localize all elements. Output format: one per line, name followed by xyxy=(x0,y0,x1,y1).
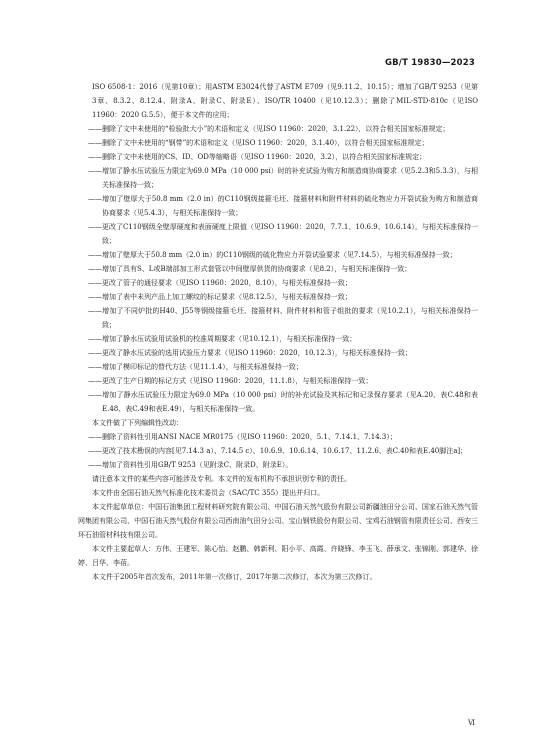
list-item: ——增加了表中未列产品上加工螺纹的标记要求（见8.12.5），与相关标准保持一致； xyxy=(88,293,352,301)
list-item: ——删除了文中未使用的“钢带”的术语和定义（见ISO 11960：2020，3.1.40），以符合相关国家标准规定； xyxy=(88,139,429,147)
list-item: ——更改了C110钢级全壁厚硬度和表面硬度上限值（见ISO 11960：2020，7.7.1、10.6.9、10.6.14），与相关标准保持一致； xyxy=(88,223,478,245)
list-item: ——删除了资料性引用ANSI NACE MR0175（见ISO 11960：2020，5.1、7.14.1、7.14.3）； xyxy=(88,433,397,441)
standard-code-header: GB/T 19830—2023 xyxy=(384,58,475,68)
paragraph: 本文件做了下列编辑性改动： xyxy=(92,419,183,427)
list-item: ——增加了模印标记的替代方法（见11.1.4），与相关标准保持一致； xyxy=(88,363,303,371)
list-item: ——增加了静水压试验用试验机的校准周期要求（见10.12.1），与相关标准保持一致； xyxy=(88,335,357,343)
list-item: ——更改了技术勘误的内容[见7.14.3 a）、7.14.5 c）、10.6.9、10.6.14、10.6.17、11.2.6、表C.40和表E.40脚注a]； xyxy=(88,447,468,455)
list-item: ——增加了资料性引用GB/T 9253（见附录C、附录D、附录E）。 xyxy=(88,461,293,469)
paragraph: 本文件主要起草人：方伟、王建军、陈心怡、赵鹏、韩新利、阳小平、高霞、许晓锋、李玉飞、薛承文、张锦刚、郭建华、徐婷、吕华、李蓓。 xyxy=(78,545,478,567)
list-item: ——增加了壁厚大于50.8 mm（2.0 in）的C110钢级的硫化物应力开裂试验要求（见7.14.5），与相关标准保持一致； xyxy=(88,251,457,259)
list-item: ——增加了不同炉批的H40、J55等钢级接箍毛坯、接箍材料、附件材料和管子组批的要求（见10.2.1），与相关标准保持一致； xyxy=(88,307,478,329)
list-item: ——增加了壁厚大于50.8 mm（2.0 in）的C110钢级接箍毛坯、接箍材料和附件材料的硫化物应力开裂试验为购方和制造商协商要求（见5.4.3），与相关标准保持一致； xyxy=(88,195,478,217)
paragraph: 请注意本文件的某些内容可能涉及专利。本文件的发布机构不承担识别专利的责任。 xyxy=(92,475,351,483)
list-item: ——增加了具有S、L或B端部加工形式套管以中间壁厚供货的协商要求（见8.2），与相关标准保持一致； xyxy=(88,265,412,273)
paragraph: 本文件由全国石油天然气标准化技术委员会（SAC/TC 355）提出并归口。 xyxy=(92,489,325,497)
list-item: ——更改了管子的通径要求（见ISO 11960：2020，8.10），与相关标准保持一致； xyxy=(88,279,352,287)
list-item: ——更改了生产日期的标记方式（见ISO 11960：2020，11.1.8），与相关标准保持一致； xyxy=(88,377,373,385)
list-item: ——增加了静水压试验压力限定为69.0 MPa（10 000 psi）时的补充试验及其标记和记录保存要求（见A.20、表C.48和表E.48、表C.49和表E.49），与相关标准保持一致。 xyxy=(88,391,478,413)
paragraph: ISO 6508-1：2016（见第10章）；用ASTM E3024代替了ASTM E709（见9.11.2、10.15）；增加了GB/T 9253（见第3章、8.3.2、8.12.4、附录A、附录C、附录E）、ISO/TR 10400（见10.12.3）；删除了MIL-STD-810c（见ISO 11960：2020 G.5.5），便于本文件的应用； xyxy=(92,83,478,119)
page-number: Ⅵ xyxy=(467,719,475,727)
document-body xyxy=(78,80,478,584)
list-item: ——更改了静水压试验的选用试验压力要求（见ISO 11960：2020，10.12.3），与相关标准保持一致； xyxy=(88,349,412,357)
list-item: ——删除了文中未使用的“检验批大小”的术语和定义（见ISO 11960：2020，3.1.22），以符合相关国家标准规定； xyxy=(88,125,450,133)
list-item: ——删除了文中未使用的CS、ID、OD等缩略语（见ISO 11960：2020，3.2），以符合相关国家标准规定； xyxy=(88,153,427,161)
list-item: ——增加了静水压试验压力限定为69.0 MPa（10 000 psi）时的补充试验为购方和制造商协商要求（见5.2.3和5.3.3），与相关标准保持一致； xyxy=(88,167,478,189)
paragraph: 本文件于2005年首次发布，2011年第一次修订，2017年第二次修订，本次为第三次修订。 xyxy=(92,573,377,581)
paragraph: 本文件起草单位：中国石油集团工程材料研究院有限公司、中国石油天然气股份有限公司新疆油田分公司、国家石油天然气管网集团有限公司、中国石油天然气股份有限公司西南油气田分公司、宝山钢铁股份有限公司、宝鸡石油钢管有限责任公司、西安三环石油管材科技有限公司。 xyxy=(78,503,478,539)
